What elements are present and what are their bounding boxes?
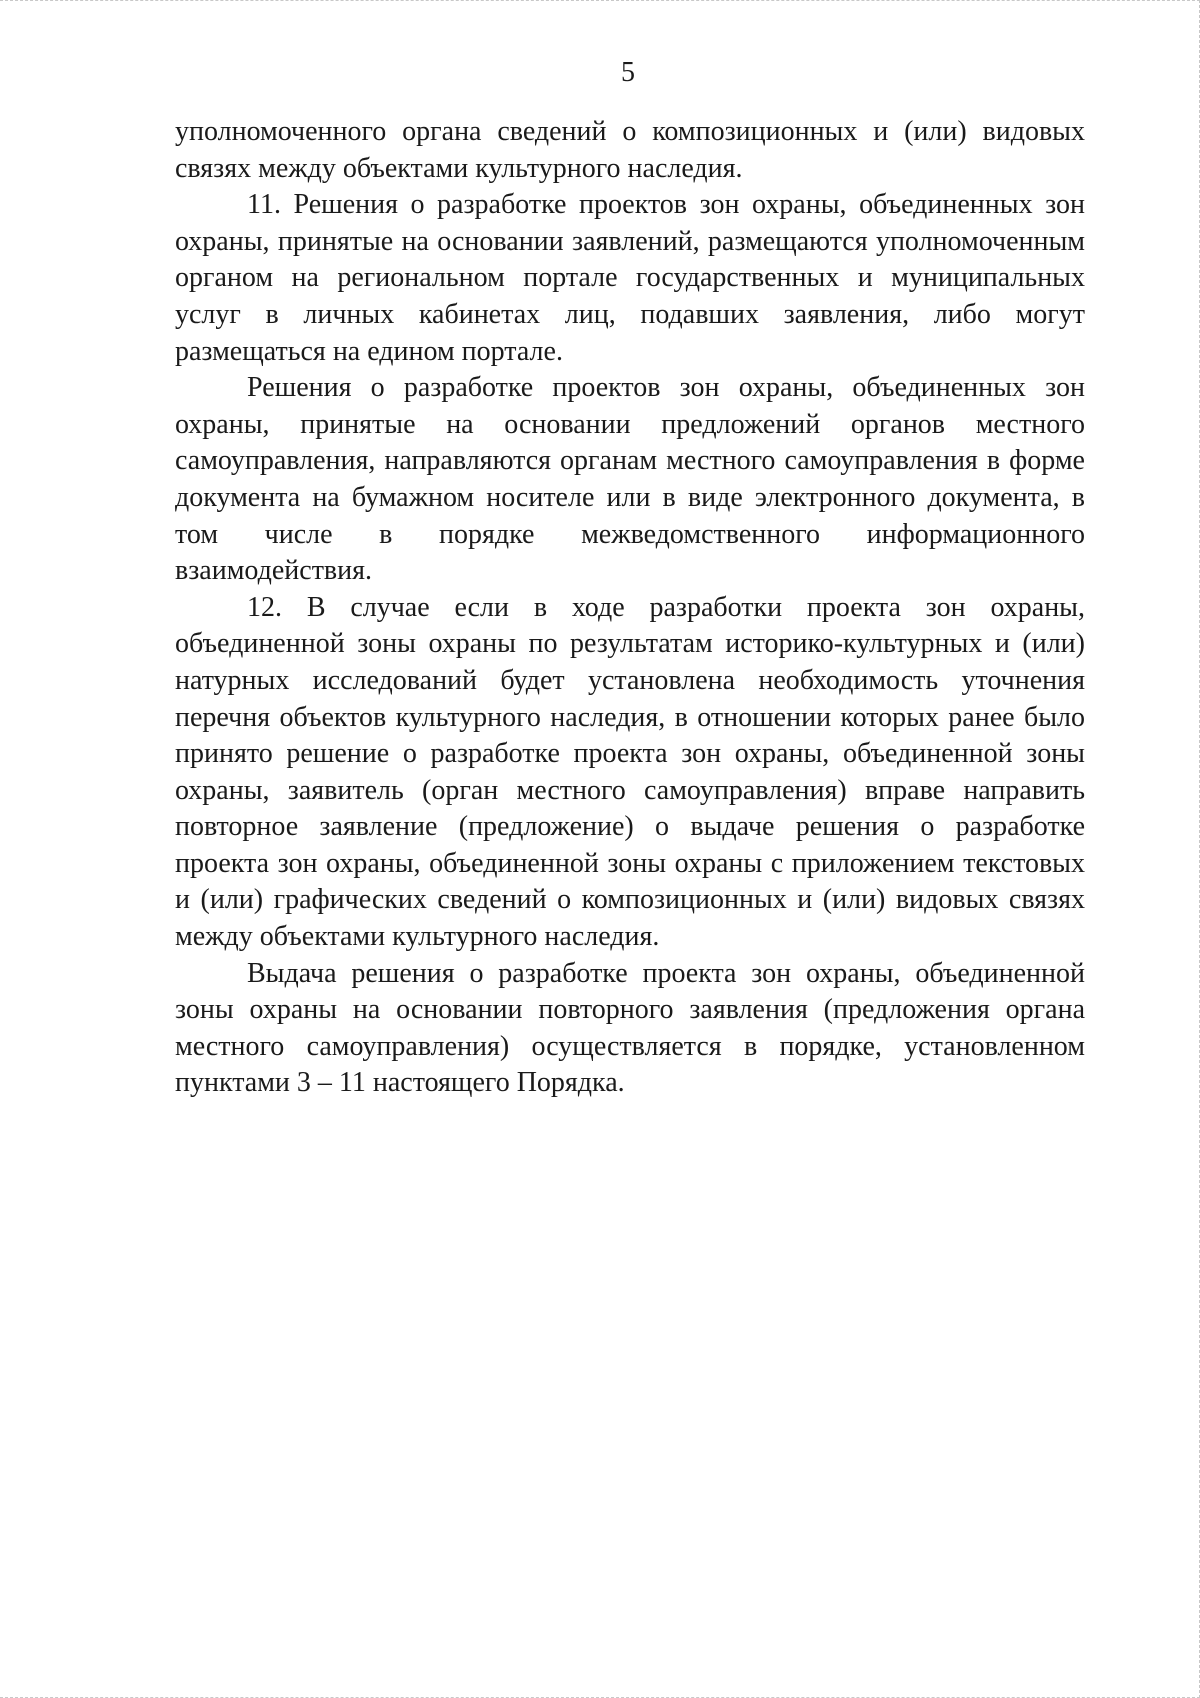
paragraph-repeat-application: Выдача решения о разработке проекта зон охраны, объединенной зоны охраны на основании повторного заявления (предложения органа местного самоуправления) осуществляется в порядке, установленном пунктами 3 – 11 настоящего Порядка. <box>175 957 1085 1099</box>
paragraph-item-12: 12. В случае если в ходе разработки проекта зон охраны, объединенной зоны охраны по результатам историко-культурных и (или) натурных исследований будет установлена необходимость уточнения перечня объектов культурного наследия, в отношении которых ранее было принято решение о разработке проекта зон охраны, объединенной зоны охраны, заявитель (орган местного самоуправления) вправе направить повторное заявление (предложение) о выдаче решения о разработке проекта зон охраны, объединенной зоны охраны с приложением текстовых и (или) графических сведений о композиционных и (или) видовых связях между объектами культурного наследия. <box>175 591 1085 953</box>
document-body <box>175 114 1085 1102</box>
paragraph-item-11: 11. Решения о разработке проектов зон охраны, объединенных зон охраны, принятые на основании заявлений, размещаются уполномоченным органом на региональном портале государственных и муниципальных услуг в личных кабинетах лиц, подавших заявления, либо могут размещаться на едином портале. <box>175 189 1085 367</box>
page-number: 5 <box>621 57 635 88</box>
paragraph-decisions-local-government: Решения о разработке проектов зон охраны, объединенных зон охраны, принятые на основании предложений органов местного самоуправления, направляются органам местного самоуправления в форме документа на бумажном носителе или в виде электронного документа, в том числе в порядке межведомственного информационного взаимодействия. <box>175 372 1085 587</box>
paragraph-continuation: уполномоченного органа сведений о композиционных и (или) видовых связях между объектами культурного наследия. <box>175 116 1085 184</box>
